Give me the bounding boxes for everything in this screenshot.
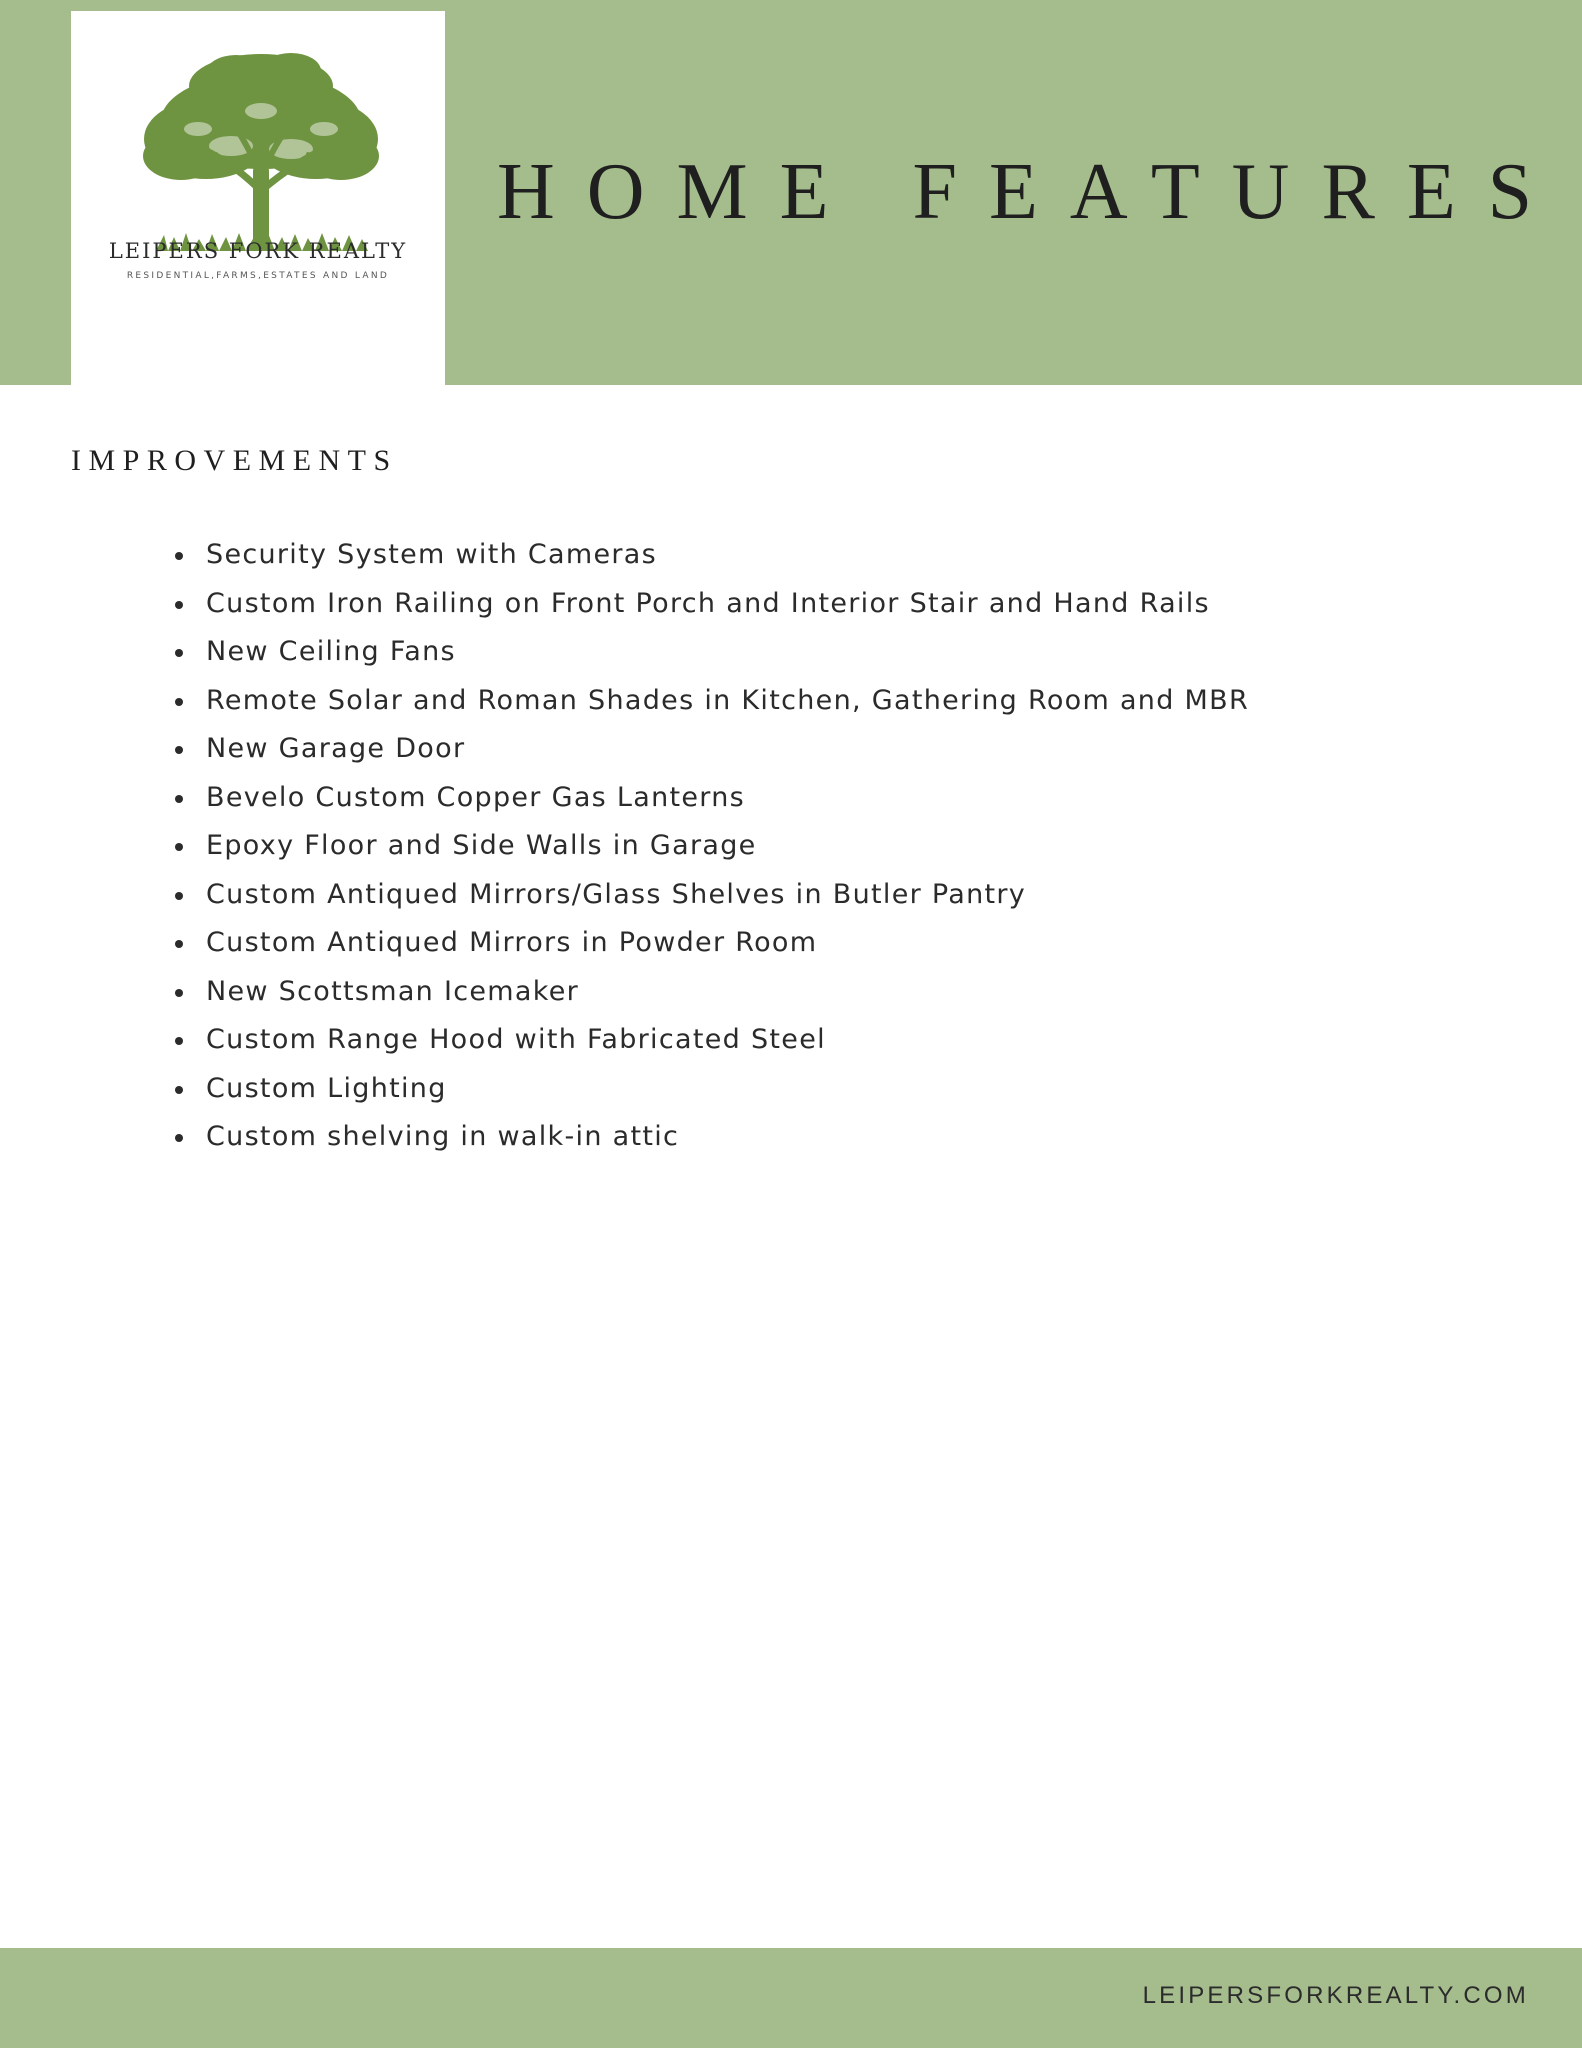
bullet-icon — [175, 892, 183, 900]
list-item — [173, 1016, 1249, 1065]
list-item — [173, 968, 1249, 1017]
bullet-icon — [175, 552, 183, 560]
bullet-icon — [175, 649, 183, 657]
list-item — [173, 919, 1249, 968]
feature-list — [173, 531, 1249, 1162]
list-item-text: Bevelo Custom Copper Gas Lanterns — [206, 781, 746, 813]
bullet-icon — [175, 1134, 183, 1142]
list-item-text: New Scottsman Icemaker — [206, 975, 580, 1007]
bullet-icon — [175, 1086, 183, 1094]
oak-tree-icon — [136, 51, 386, 256]
list-item-text: Custom Lighting — [206, 1072, 447, 1104]
logo-company-name: LEIPERS FORK REALTY — [108, 239, 408, 263]
list-item-text: Remote Solar and Roman Shades in Kitchen, Gathering Room and MBR — [206, 684, 1250, 716]
bullet-icon — [175, 601, 183, 609]
list-item — [173, 677, 1249, 726]
page-title: HOME FEATURES — [497, 148, 1565, 236]
list-item-text: Epoxy Floor and Side Walls in Garage — [206, 830, 757, 861]
list-item — [173, 1113, 1249, 1162]
website-link[interactable]: LEIPERSFORKREALTY.COM — [1142, 1982, 1529, 2009]
logo-tagline: RESIDENTIAL,FARMS,ESTATES AND LAND — [126, 271, 390, 281]
company-logo — [71, 11, 445, 385]
list-item-text: Custom Antiqued Mirrors/Glass Shelves in Butler Pantry — [206, 878, 1027, 910]
bullet-icon — [175, 989, 183, 997]
list-item-text: Custom Range Hood with Fabricated Steel — [206, 1024, 826, 1055]
list-item — [173, 580, 1249, 629]
bullet-icon — [175, 795, 183, 803]
list-item — [173, 628, 1249, 677]
list-item-text: Security System with Cameras — [206, 539, 658, 570]
list-item — [173, 822, 1249, 871]
list-item-text: Custom Iron Railing on Front Porch and Interior Stair and Hand Rails — [206, 587, 1210, 619]
bullet-icon — [175, 1037, 183, 1045]
list-item-text: New Garage Door — [206, 733, 466, 764]
list-item — [173, 531, 1249, 580]
section-heading: IMPROVEMENTS — [71, 444, 398, 477]
list-item — [173, 774, 1249, 823]
footer-banner — [0, 1948, 1582, 2048]
bullet-icon — [175, 843, 183, 851]
bullet-icon — [175, 940, 183, 948]
bullet-icon — [175, 698, 183, 706]
list-item — [173, 871, 1249, 920]
list-item-text: New Ceiling Fans — [206, 636, 456, 667]
list-item — [173, 725, 1249, 774]
bullet-icon — [175, 746, 183, 754]
list-item-text: Custom Antiqued Mirrors in Powder Room — [206, 927, 818, 958]
header-banner — [0, 0, 1582, 385]
list-item-text: Custom shelving in walk-in attic — [206, 1121, 680, 1152]
list-item — [173, 1065, 1249, 1114]
